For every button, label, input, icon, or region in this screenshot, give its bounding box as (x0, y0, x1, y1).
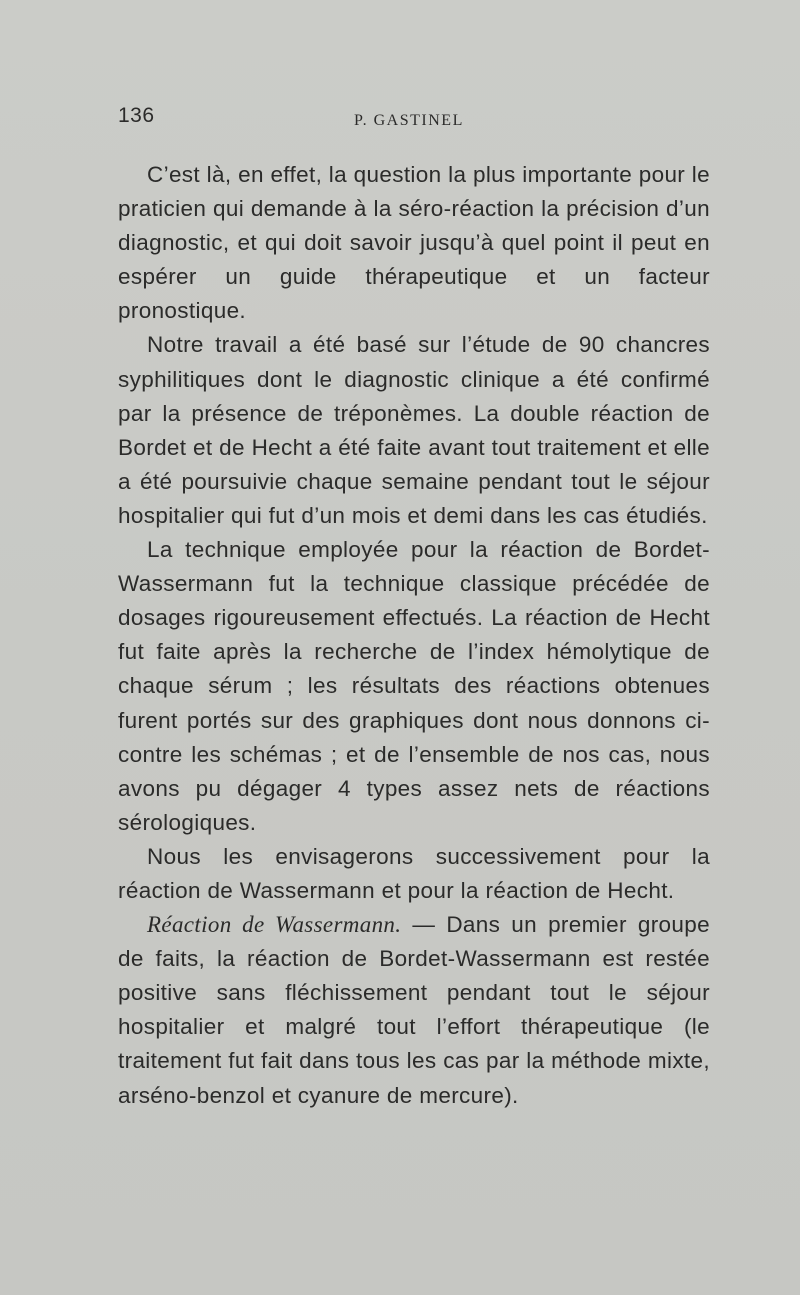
paragraph (118, 158, 710, 328)
paragraph-text: La technique employée pour la réaction de Bordet-Wassermann fut la technique classique précédée de dosages rigoureusement effectués. La réaction de Hecht fut faite après la recherche de l’index hémolytique de chaque sérum ; les résultats des réactions obtenues furent portés sur des graphiques dont nous donnons ci-contre les schémas ; et de l’ensemble de nos cas, nous avons pu dégager 4 types assez nets de réactions sérologiques. (118, 537, 710, 835)
page-number: 136 (118, 104, 155, 127)
paragraph (118, 328, 710, 533)
paragraph-text: Nous les envisagerons successivement pour la réaction de Wassermann et pour la réaction de Hecht. (118, 843, 710, 903)
paragraph (118, 840, 710, 908)
paragraph-text: C’est là, en effet, la question la plus importante pour le praticien qui demande à la séro-réaction la précision d’un diagnostic, et qui doit savoir jusqu’à quel point il peut en espérer un guide thérapeutique et un facteur pronostique. (118, 162, 710, 324)
page-header (118, 104, 718, 134)
paragraph (118, 908, 710, 1113)
paragraph-text: Notre travail a été basé sur l’étude de 90 chancres syphilitiques dont le diagnostic clinique a été confirmé par la présence de tréponèmes. La double réaction de Bordet et de Hecht a été faite avant tout traitement et elle a été poursuivie chaque semaine pendant tout le séjour hospitalier qui fut d’un mois et demi dans les cas étudiés. (118, 332, 710, 528)
paragraph (118, 533, 710, 840)
section-lead: Réaction de Wassermann. (147, 912, 402, 938)
paragraph-text: — Dans un premier groupe de faits, la réaction de Bordet-Wassermann est restée positive sans fléchissement pendant tout le séjour hospitalier et malgré tout l’effort thérapeutique (le traitement fut fait dans tous les cas par la méthode mixte, arséno-benzol et cyanure de mercure). (118, 912, 710, 1108)
body-text (118, 158, 710, 1113)
running-head: P. GASTINEL (354, 112, 464, 129)
